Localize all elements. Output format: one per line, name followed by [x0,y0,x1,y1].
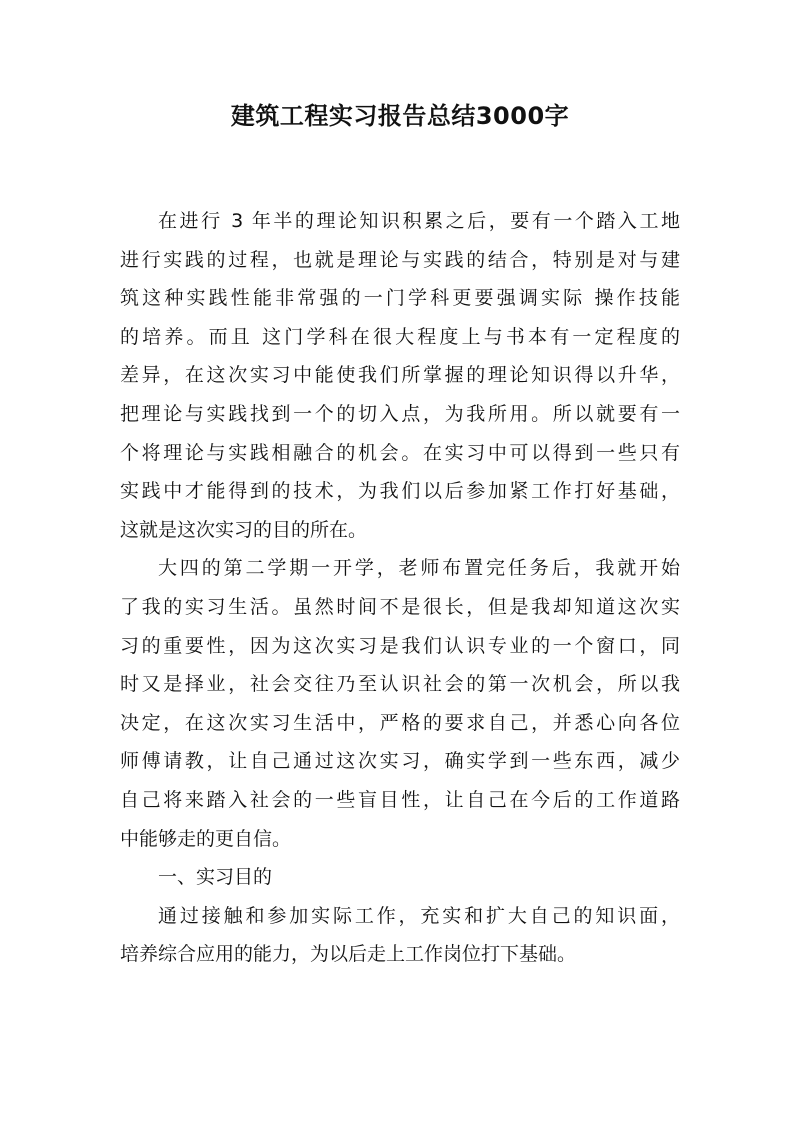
text-line: 把理论与实践找到一个的切入点，为我所用。所以就要有一 [120,402,680,425]
document-body [120,202,680,974]
text-line: 实践中才能得到的技术，为我们以后参加紧工作打好基础， [120,480,680,503]
text-line: 习的重要性，因为这次实习是我们认识专业的一个窗口，同 [120,634,680,657]
text-line: 个将理论与实践相融合的机会。在实习中可以得到一些只有 [120,441,680,464]
text-line: 师傅请教，让自己通过这次实习，确实学到一些东西，减少 [120,750,680,773]
text-line: 进行实践的过程，也就是理论与实践的结合，特别是对与建 [120,248,680,271]
text-line: 在进行 3 年半的理论知识积累之后，要有一个踏入工地 [158,210,680,232]
section-heading: 一、实习目的 [158,866,273,889]
text-line: 时又是择业，社会交往乃至认识社会的第一次机会，所以我 [120,673,680,696]
text-line: 这就是这次实习的目的所在。 [120,518,368,541]
text-line: 了我的实习生活。虽然时间不是很长，但是我却知道这次实 [120,595,680,618]
text-line: 自己将来踏入社会的一些盲目性，让自己在今后的工作道路 [120,788,680,811]
text-line: 大四的第二学期一开学，老师布置完任务后，我就开始 [158,557,680,580]
document-title: 建筑工程实习报告总结3000字 [230,102,570,130]
text-line: 培养综合应用的能力，为以后走上工作岗位打下基础。 [120,943,577,966]
text-line: 的培养。而且 这门学科在很大程度上与书本有一定程度的 [120,325,680,348]
text-line: 决定，在这次实习生活中，严格的要求自己，并悉心向各位 [120,711,680,734]
text-line: 通过接触和参加实际工作，充实和扩大自己的知识面， [158,904,680,927]
text-line: 筑这种实践性能非常强的一门学科更要强调实际 操作技能 [120,287,680,310]
text-line: 差异，在这次实习中能使我们所掌握的理论知识得以升华， [120,364,680,387]
text-line: 中能够走的更自信。 [120,827,292,850]
